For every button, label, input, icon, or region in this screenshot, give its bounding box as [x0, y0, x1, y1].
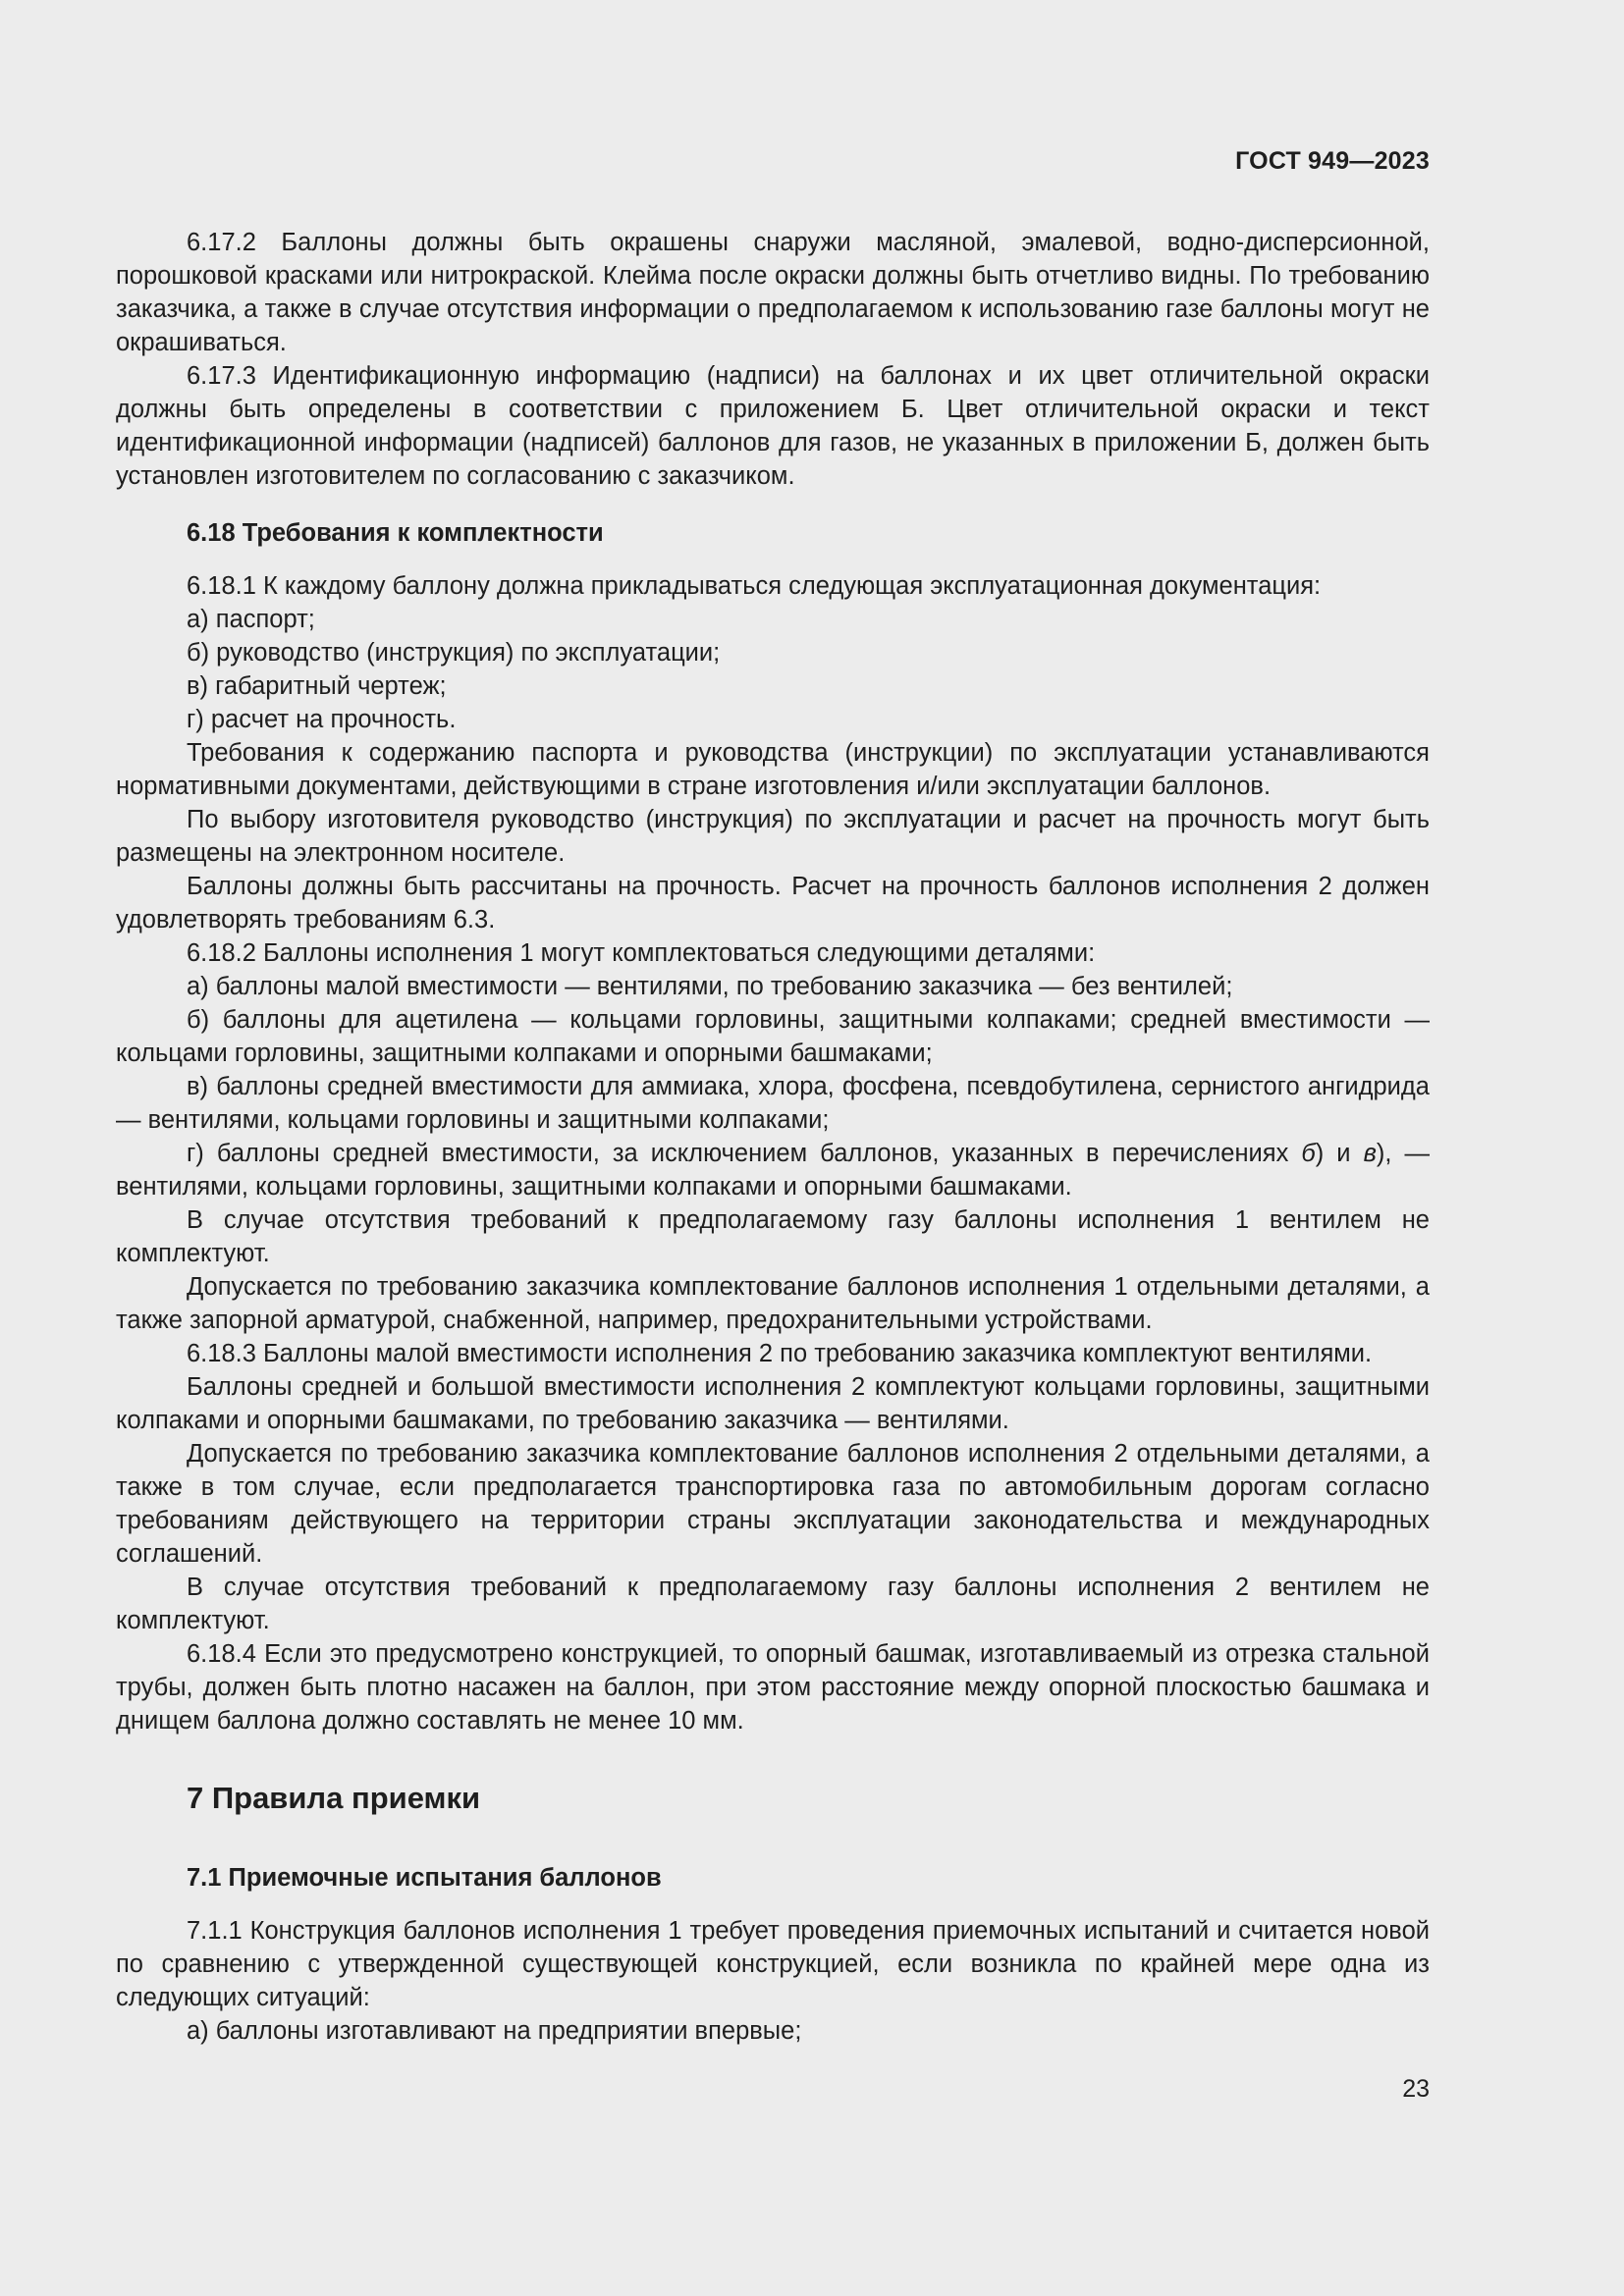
- page-number: 23: [1402, 2075, 1430, 2103]
- text-run: ) и: [1315, 1140, 1364, 1167]
- text-run: ), — вентилями, кольцами горловины, защитными колпаками и опорными башмаками.: [116, 1140, 1430, 1201]
- paragraph-6-18-1: 6.18.1 К каждому баллону должна прикладываться следующая эксплуатационная документация:: [187, 572, 1322, 600]
- italic-ref: б: [1301, 1140, 1316, 1167]
- text-run: г) баллоны средней вместимости, за исключением баллонов, указанных в перечислениях: [187, 1140, 1302, 1167]
- paragraph-6-17-3: 6.17.3 Идентификационную информацию (надписи) на баллонах и их цвет отличительной окраски должны быть определены в соответствии с приложением Б. Цвет отличительной окраски и текст идентификационной информации (надписей) баллонов для газов, не указанных в приложении Б, должен быть установлен изготовителем по согласованию с заказчиком.: [116, 362, 1430, 490]
- document-header: ГОСТ 949—2023: [1235, 147, 1430, 175]
- list-item: б) руководство (инструкция) по эксплуатации;: [187, 639, 721, 667]
- list-item: а) баллоны изготавливают на предприятии впервые;: [187, 2017, 802, 2045]
- list-item: а) паспорт;: [187, 606, 315, 633]
- paragraph: Баллоны должны быть рассчитаны на прочность. Расчет на прочность баллонов исполнения 2 должен удовлетворять требованиям 6.3.: [116, 873, 1430, 934]
- list-item: в) баллоны средней вместимости для аммиака, хлора, фосфена, псевдобутилена, сернистого ангидрида — вентилями, кольцами горловины и защитными колпаками;: [116, 1073, 1430, 1134]
- paragraph: Баллоны средней и большой вместимости исполнения 2 комплектуют кольцами горловины, защитными колпаками и опорными башмаками, по требованию заказчика — вентилями.: [116, 1373, 1430, 1434]
- document-body: [116, 226, 1430, 2048]
- paragraph: Допускается по требованию заказчика комплектование баллонов исполнения 1 отдельными деталями, а также запорной арматурой, снабженной, например, предохранительными устройствами.: [116, 1273, 1430, 1334]
- section-heading-7-1: 7.1 Приемочные испытания баллонов: [187, 1864, 662, 1892]
- paragraph-6-18-3: 6.18.3 Баллоны малой вместимости исполнения 2 по требованию заказчика комплектуют вентилями.: [187, 1340, 1373, 1367]
- paragraph: Допускается по требованию заказчика комплектование баллонов исполнения 2 отдельными деталями, а также в том случае, если предполагается транспортировка газа по автомобильным дорогам согласно требованиям действующего на территории страны эксплуатации законодательства и международных соглашений.: [116, 1440, 1430, 1568]
- section-heading-6-18: 6.18 Требования к комплектности: [187, 519, 604, 547]
- paragraph: По выбору изготовителя руководство (инструкция) по эксплуатации и расчет на прочность могут быть размещены на электронном носителе.: [116, 806, 1430, 867]
- paragraph-7-1-1: 7.1.1 Конструкция баллонов исполнения 1 требует проведения приемочных испытаний и считается новой по сравнению с утвержденной существующей конструкцией, если возникла по крайней мере одна из следующих ситуаций:: [116, 1917, 1430, 2011]
- paragraph: Требования к содержанию паспорта и руководства (инструкции) по эксплуатации устанавливаются нормативными документами, действующими в стране изготовления и/или эксплуатации баллонов.: [116, 739, 1430, 800]
- paragraph-6-18-2: 6.18.2 Баллоны исполнения 1 могут комплектоваться следующими деталями:: [187, 939, 1096, 967]
- italic-ref: в: [1363, 1140, 1377, 1167]
- list-item: б) баллоны для ацетилена — кольцами горловины, защитными колпаками; средней вместимости — кольцами горловины, защитными колпаками и опорными башмаками;: [116, 1006, 1430, 1067]
- paragraph: В случае отсутствия требований к предполагаемому газу баллоны исполнения 1 вентилем не комплектуют.: [116, 1206, 1430, 1267]
- chapter-heading-7: 7 Правила приемки: [187, 1781, 481, 1815]
- list-item: а) баллоны малой вместимости — вентилями, по требованию заказчика — без вентилей;: [187, 973, 1233, 1000]
- paragraph-6-17-2: 6.17.2 Баллоны должны быть окрашены снаружи масляной, эмалевой, водно-дисперсионной, порошковой красками или нитрокраской. Клейма после окраски должны быть отчетливо видны. По требованию заказчика, а также в случае отсутствия информации о предполагаемом к использованию газе баллоны могут не окрашиваться.: [116, 229, 1430, 356]
- list-item: г) расчет на прочность.: [187, 706, 457, 733]
- list-item-mixed: [116, 1137, 1430, 1203]
- paragraph: В случае отсутствия требований к предполагаемому газу баллоны исполнения 2 вентилем не комплектуют.: [116, 1574, 1430, 1634]
- list-item: в) габаритный чертеж;: [187, 672, 447, 700]
- paragraph-6-18-4: 6.18.4 Если это предусмотрено конструкцией, то опорный башмак, изготавливаемый из отрезка стальной трубы, должен быть плотно насажен на баллон, при этом расстояние между опорной плоскостью башмака и днищем баллона должно составлять не менее 10 мм.: [116, 1640, 1430, 1735]
